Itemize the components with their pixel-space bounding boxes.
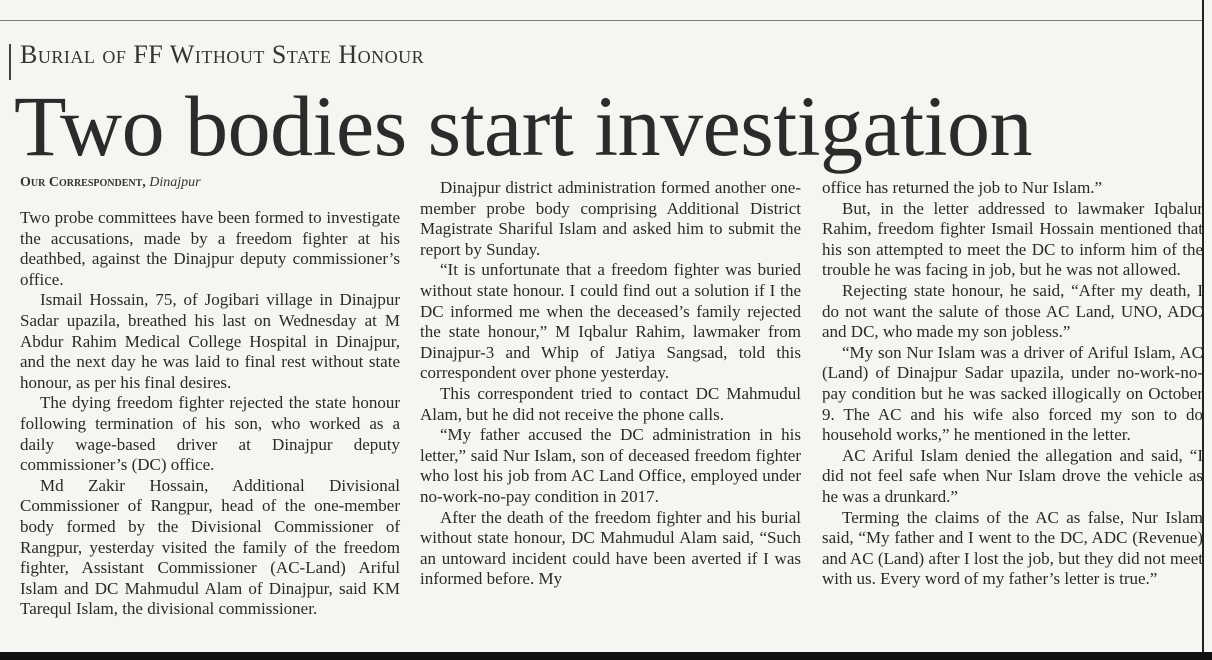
kicker: Burial of FF Without State Honour	[20, 40, 425, 69]
kicker-rule	[9, 44, 11, 80]
bottom-rule	[0, 652, 1212, 660]
paragraph: Dinajpur district administration formed another one-member probe body comprising Additional District Magistrate Shariful Islam and asked him to submit the report by Sunday.	[420, 178, 801, 259]
paragraph: The dying freedom fighter rejected the state honour following termination of his son, who worked as a daily wage-based driver at Dinajpur deputy commissioner’s (DC) office.	[20, 393, 400, 475]
top-rule	[0, 20, 1202, 21]
paragraph: After the death of the freedom fighter and his burial without state honour, DC Mahmudul Alam said, “Such an untoward incident could have been averted if I was informed before. My	[420, 507, 801, 589]
article-column-2	[420, 178, 801, 590]
paragraph: “My father accused the DC administration in his letter,” said Nur Islam, son of deceased freedom fighter who lost his job from AC Land Office, employed under no-work-no-pay condition in 2017.	[420, 425, 801, 506]
paragraph: “It is unfortunate that a freedom fighter was buried without state honour. I could find out a solution if I the DC informed me when the deceased’s family rejected the state honour,” M Iqbalur Rahim, lawmaker from Dinajpur-3 and Whip of Jatiya Sangsad, told this correspondent over phone yesterday.	[420, 260, 801, 383]
paragraph: Ismail Hossain, 75, of Jogibari village in Dinajpur Sadar upazila, breathed his last on Wednesday at M Abdur Rahim Medical College Hospital in Dinajpur, and the next day he was laid to final rest without state honour, as per his final desires.	[20, 290, 400, 392]
paragraph: Terming the claims of the AC as false, Nur Islam said, “My father and I went to the DC, ADC (Revenue) and AC (Land) after I lost the job, but they did not meet with us. Every word of my father’s letter is true.”	[822, 507, 1203, 589]
byline-name: Our Correspondent,	[20, 175, 146, 190]
paragraph: “My son Nur Islam was a driver of Ariful Islam, AC (Land) of Dinajpur Sadar upazila, under no-work-no-pay condition but he was sacked illogically on October 9. The AC and his wife also forced my son to do household works,” he mentioned in the letter.	[822, 342, 1203, 445]
byline	[20, 175, 201, 191]
article-column-3	[822, 178, 1203, 590]
byline-place: Dinajpur	[149, 175, 201, 190]
paragraph: Rejecting state honour, he said, “After my death, I do not want the salute of those AC Land, UNO, ADC and DC, who made my son jobless.”	[822, 280, 1203, 342]
paragraph: Md Zakir Hossain, Additional Divisional Commissioner of Rangpur, head of the one-member body formed by the Divisional Commissioner of Rangpur, yesterday visited the family of the freedom fighter, Assistant Commissioner (AC-Land) Ariful Islam and DC Mahmudul Alam of Dinajpur, said KM Tarequl Islam, the divisional commissioner.	[20, 475, 400, 619]
paragraph: But, in the letter addressed to lawmaker Iqbalur Rahim, freedom fighter Ismail Hossain mentioned that his son attempted to meet the DC to inform him of the trouble he was facing in job, but he was not allowed.	[822, 198, 1203, 280]
paragraph: office has returned the job to Nur Islam.”	[822, 178, 1103, 197]
paragraph: AC Ariful Islam denied the allegation and said, “I did not feel safe when Nur Islam drove the vehicle as he was a drunkard.”	[822, 445, 1203, 506]
article-column-1	[20, 208, 400, 620]
headline: Two bodies start investigation	[14, 78, 1033, 174]
paragraph: This correspondent tried to contact DC Mahmudul Alam, but he did not receive the phone calls.	[420, 383, 801, 424]
paragraph: Two probe committees have been formed to investigate the accusations, made by a freedom fighter at his deathbed, against the Dinajpur deputy commissioner’s office.	[20, 208, 400, 289]
